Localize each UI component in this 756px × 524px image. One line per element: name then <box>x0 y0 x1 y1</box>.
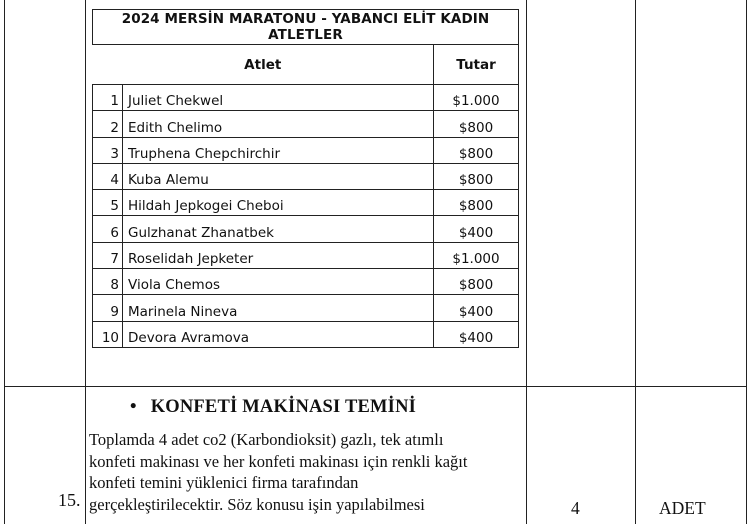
prize-amount: $400 <box>434 295 519 321</box>
description-line: konfeti temini yüklenici firma tarafından <box>89 473 359 493</box>
athlete-row <box>93 242 519 268</box>
prize-amount: $800 <box>434 190 519 216</box>
prize-amount: $800 <box>434 269 519 295</box>
number-column-divider <box>85 0 86 524</box>
athlete-row <box>93 269 519 295</box>
athlete-name: Truphena Chepchirchir <box>123 137 434 163</box>
athlete-row <box>93 216 519 242</box>
elite-athletes-table <box>92 9 519 348</box>
athlete-name: Hildah Jepkogei Cheboi <box>123 190 434 216</box>
athlete-name: Devora Avramova <box>123 321 434 347</box>
quantity-column-divider <box>635 0 636 524</box>
athlete-number: 7 <box>93 242 123 268</box>
athlete-row <box>93 190 519 216</box>
unit-value: ADET <box>659 498 706 518</box>
item-heading-text: KONFETİ MAKİNASI TEMİNİ <box>150 397 417 417</box>
athlete-number: 9 <box>93 295 123 321</box>
prize-amount: $400 <box>434 321 519 347</box>
prize-amount: $800 <box>434 163 519 189</box>
description-line: Toplamda 4 adet co2 (Karbondioksit) gazlı, tek atımlı <box>89 430 444 449</box>
athlete-name: Marinela Nineva <box>123 295 434 321</box>
outer-left-border <box>4 0 5 524</box>
prize-amount: $800 <box>434 111 519 137</box>
prize-amount: $1.000 <box>434 242 519 268</box>
athlete-number: 2 <box>93 111 123 137</box>
outer-right-border <box>746 0 747 524</box>
amount-column-header: Tutar <box>434 45 519 85</box>
athlete-name: Edith Chelimo <box>123 111 434 137</box>
quantity-value: 4 <box>571 498 580 518</box>
athlete-name: Juliet Chekwel <box>123 85 434 111</box>
athlete-row <box>93 321 519 347</box>
athlete-number: 6 <box>93 216 123 242</box>
bullet-icon: • <box>130 397 137 417</box>
athlete-name: Viola Chemos <box>123 269 434 295</box>
athlete-row <box>93 85 519 111</box>
description-line: konfeti makinası ve her konfeti makinası için renkli kağıt <box>89 451 468 471</box>
athlete-number: 10 <box>93 321 123 347</box>
athlete-number: 4 <box>93 163 123 189</box>
athlete-row <box>93 137 519 163</box>
item-description <box>89 429 529 515</box>
athlete-name: Kuba Alemu <box>123 163 434 189</box>
athlete-row <box>93 163 519 189</box>
athlete-number: 8 <box>93 269 123 295</box>
description-line: gerçekleştirilecektir. Söz konusu işin yapılabilmesi <box>89 494 425 514</box>
athlete-column-header: Atlet <box>93 45 434 85</box>
row-number: 15. <box>58 490 81 510</box>
item-heading <box>130 397 416 418</box>
athlete-name: Gulzhanat Zhanatbek <box>123 216 434 242</box>
athlete-number: 3 <box>93 137 123 163</box>
athlete-row <box>93 111 519 137</box>
athlete-name: Roselidah Jepketer <box>123 242 434 268</box>
athlete-number: 5 <box>93 190 123 216</box>
table-title: 2024 MERSİN MARATONU - YABANCI ELİT KADIN ATLETLER <box>93 10 519 45</box>
prize-amount: $1.000 <box>434 85 519 111</box>
prize-amount: $800 <box>434 137 519 163</box>
athlete-number: 1 <box>93 85 123 111</box>
prize-amount: $400 <box>434 216 519 242</box>
row-divider <box>4 386 747 387</box>
athlete-row <box>93 295 519 321</box>
